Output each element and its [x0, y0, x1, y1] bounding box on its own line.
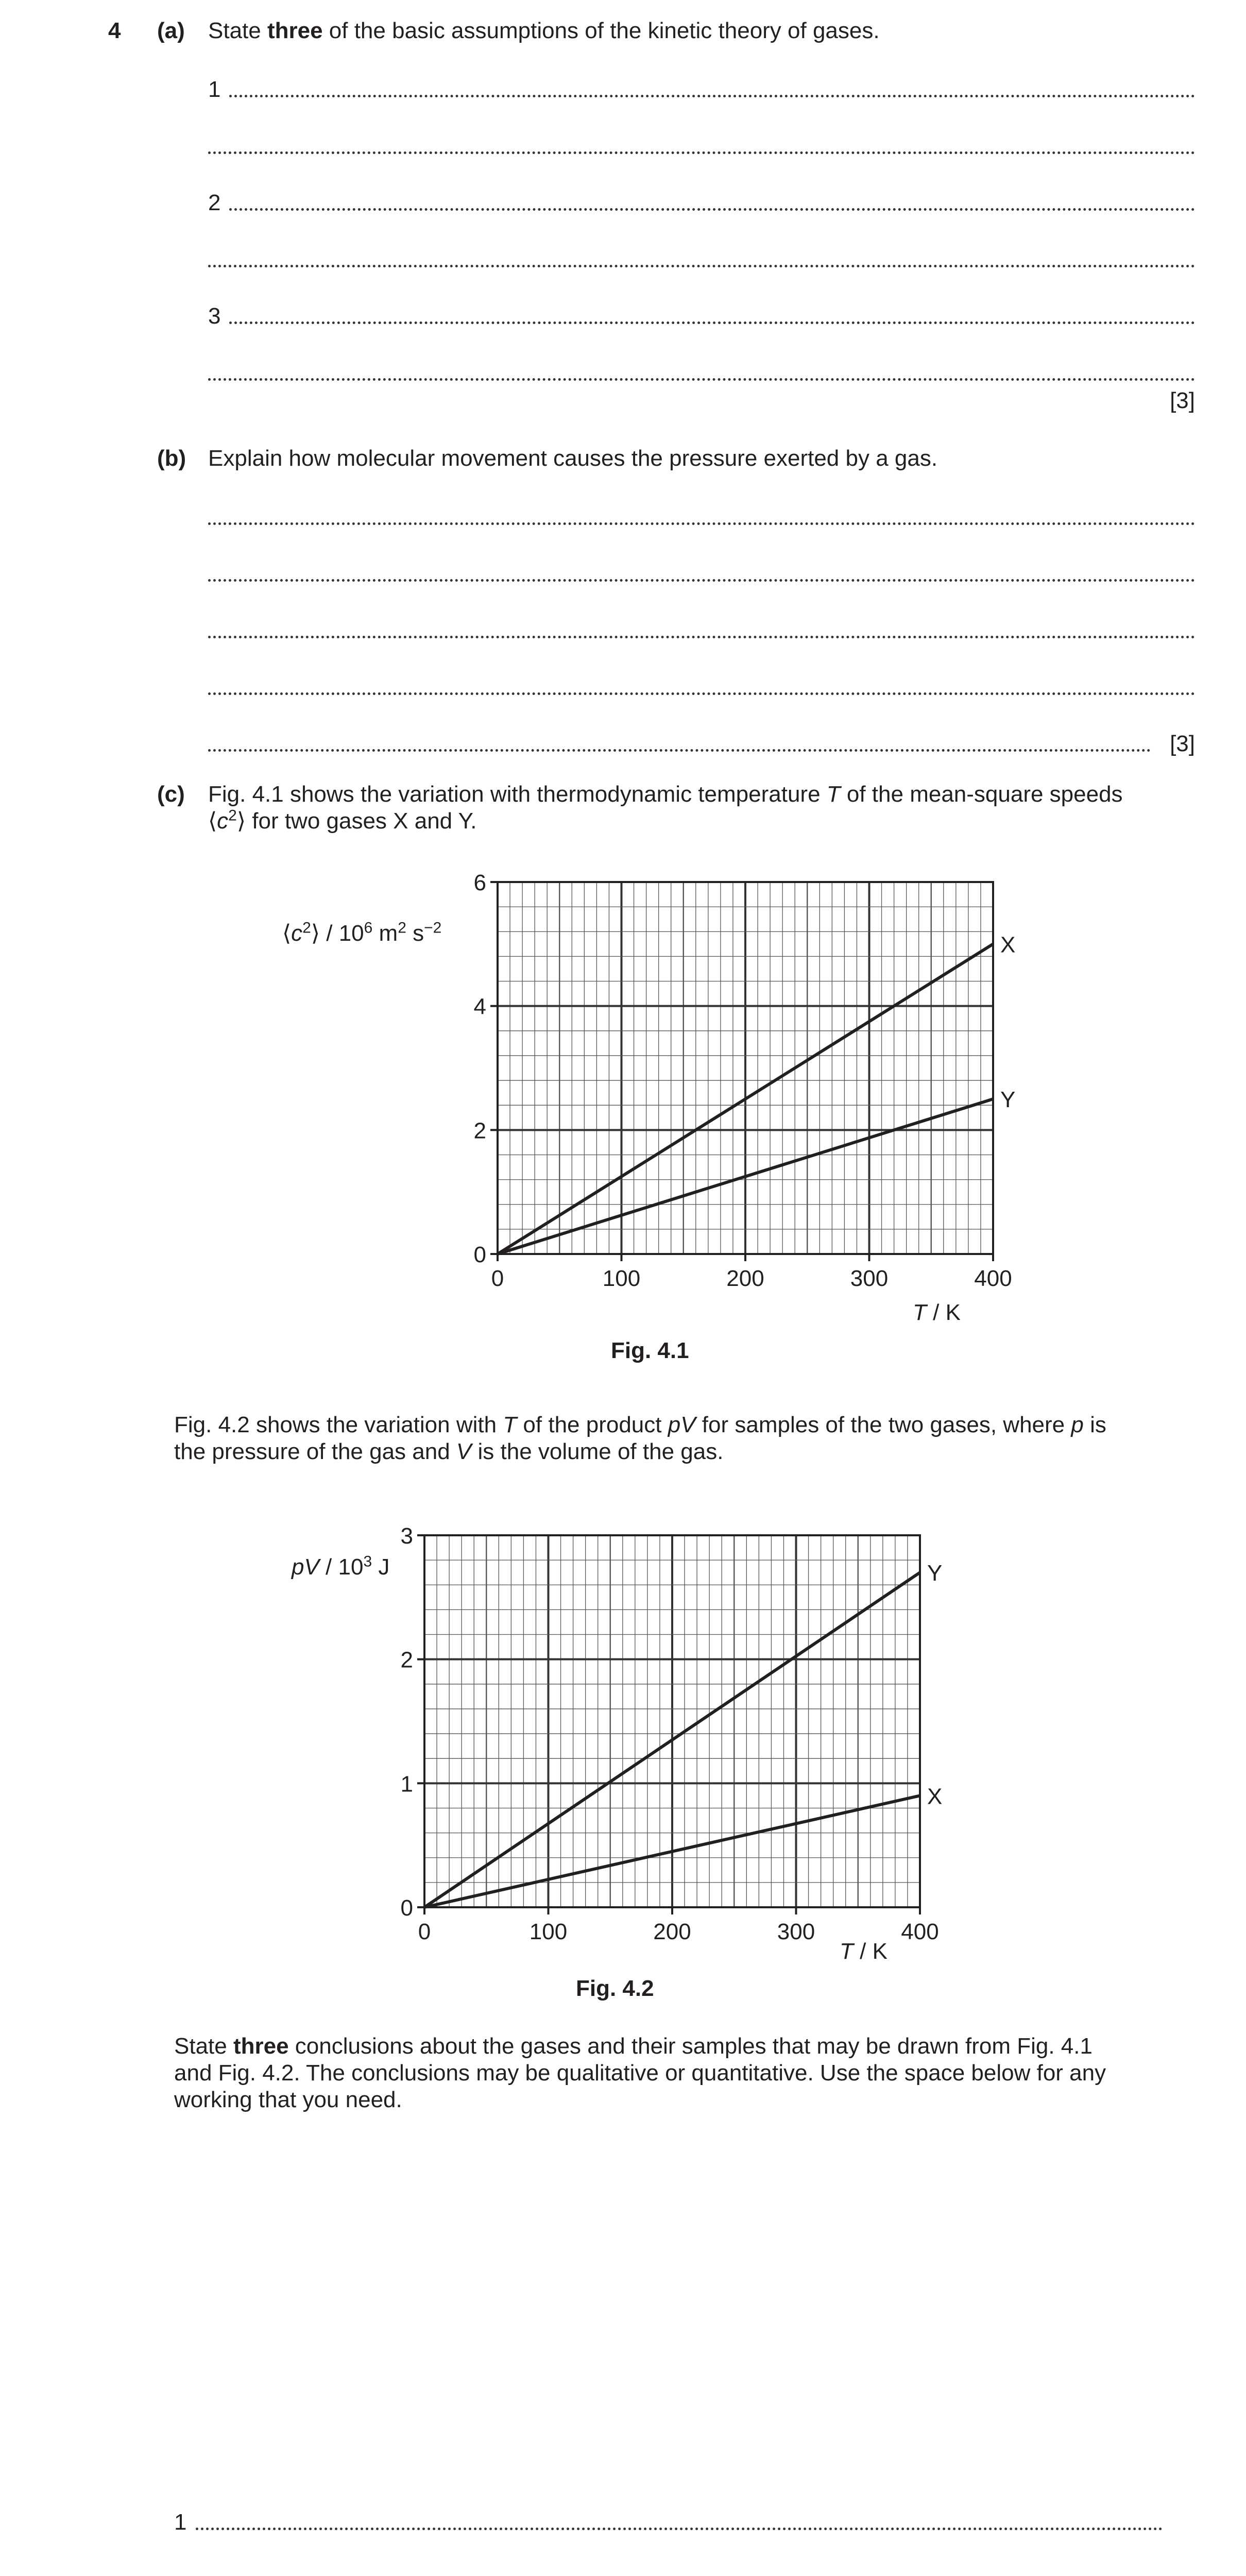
answer-a-number-3: 3 [208, 303, 221, 329]
fig2-caption: Fig. 4.2 [576, 1976, 654, 2001]
fig1-y-tick-label: 4 [473, 994, 486, 1020]
fig2-x-tick-label: 100 [529, 1919, 568, 1944]
fig1-y-tick-label: 6 [473, 870, 486, 895]
part-b-prompt: Explain how molecular movement causes the pressure exerted by a gas. [208, 446, 938, 471]
fig2-x-tick-label: 400 [901, 1919, 939, 1944]
fig1-x-tick-label: 100 [602, 1266, 641, 1291]
fig1-y-tick-label: 2 [473, 1118, 486, 1144]
fig1-caption: Fig. 4.1 [611, 1338, 689, 1363]
fig2-y-axis-label: pV / $10^3$ J [292, 1553, 390, 1580]
fig2-y-tick-label: 2 [400, 1647, 413, 1673]
conclusion-prompt-line-1: State three conclusions about the gases and their samples that may be drawn from Fig. 4.1 [174, 2033, 1093, 2059]
part-a-marks: [3] [1170, 388, 1195, 413]
fig1-grid [498, 882, 993, 1254]
fig1-series-label-x: X [1000, 932, 1016, 958]
figure-4-2-chart [0, 1443, 1246, 2009]
answer-a-number-2: 2 [208, 190, 221, 215]
fig2-series-label-x: X [927, 1784, 943, 1809]
fig1-series-label-y: Y [1000, 1087, 1016, 1113]
question-number: 4 [108, 18, 121, 43]
answer-line-c1[interactable] [196, 2528, 1163, 2530]
part-a-label: (a) [157, 18, 185, 43]
fig1-x-tick-label: 300 [850, 1266, 889, 1291]
part-a-prompt: State three of the basic assumptions of the kinetic theory of gases. [208, 18, 880, 43]
part-c-label: (c) [157, 782, 185, 807]
fig2-y-tick-label: 0 [400, 1895, 413, 1921]
part-c-intro-line-1: Fig. 4.1 shows the variation with thermodynamic temperature T of the mean-square speeds [208, 782, 1123, 807]
fig2-y-tick-label: 3 [400, 1523, 413, 1549]
fig1-x-tick-label: 400 [974, 1266, 1012, 1291]
part-c-intro-line-2: $⟨c^2⟩$ for two gases X and Y. [208, 807, 477, 834]
fig1-y-tick-label: 0 [473, 1242, 486, 1267]
fig2-x-tick-label: 200 [653, 1919, 691, 1944]
part-b-marks: [3] [1170, 731, 1195, 756]
answer-a-number-1: 1 [208, 77, 221, 102]
fig2-intro-line-1: Fig. 4.2 shows the variation with T of the product pV for samples of the two gases, where p is [174, 1412, 1106, 1437]
fig2-series-label-y: Y [927, 1561, 943, 1586]
fig2-x-axis-label: T / K [840, 1939, 887, 1964]
fig2-x-tick-label: 300 [777, 1919, 815, 1944]
conclusion-prompt-line-3: working that you need. [174, 2087, 402, 2112]
fig2-intro-line-2: the pressure of the gas and V is the volume of the gas. [174, 1439, 724, 1464]
fig1-x-tick-label: 200 [726, 1266, 764, 1291]
fig1-x-axis-label: T / K [913, 1300, 961, 1325]
conclusion-prompt-line-2: and Fig. 4.2. The conclusions may be qualitative or quantitative. Use the space below for any [174, 2060, 1106, 2086]
answer-c-number-1: 1 [174, 2510, 187, 2535]
fig2-y-tick-label: 1 [400, 1771, 413, 1797]
fig1-x-tick-label: 0 [491, 1266, 504, 1291]
fig1-y-axis-label: $⟨c^2⟩ / 10^6$ $m^2$ $s^{-2}$ [282, 919, 442, 946]
fig2-x-tick-label: 0 [418, 1919, 431, 1944]
part-b-label: (b) [157, 446, 186, 471]
